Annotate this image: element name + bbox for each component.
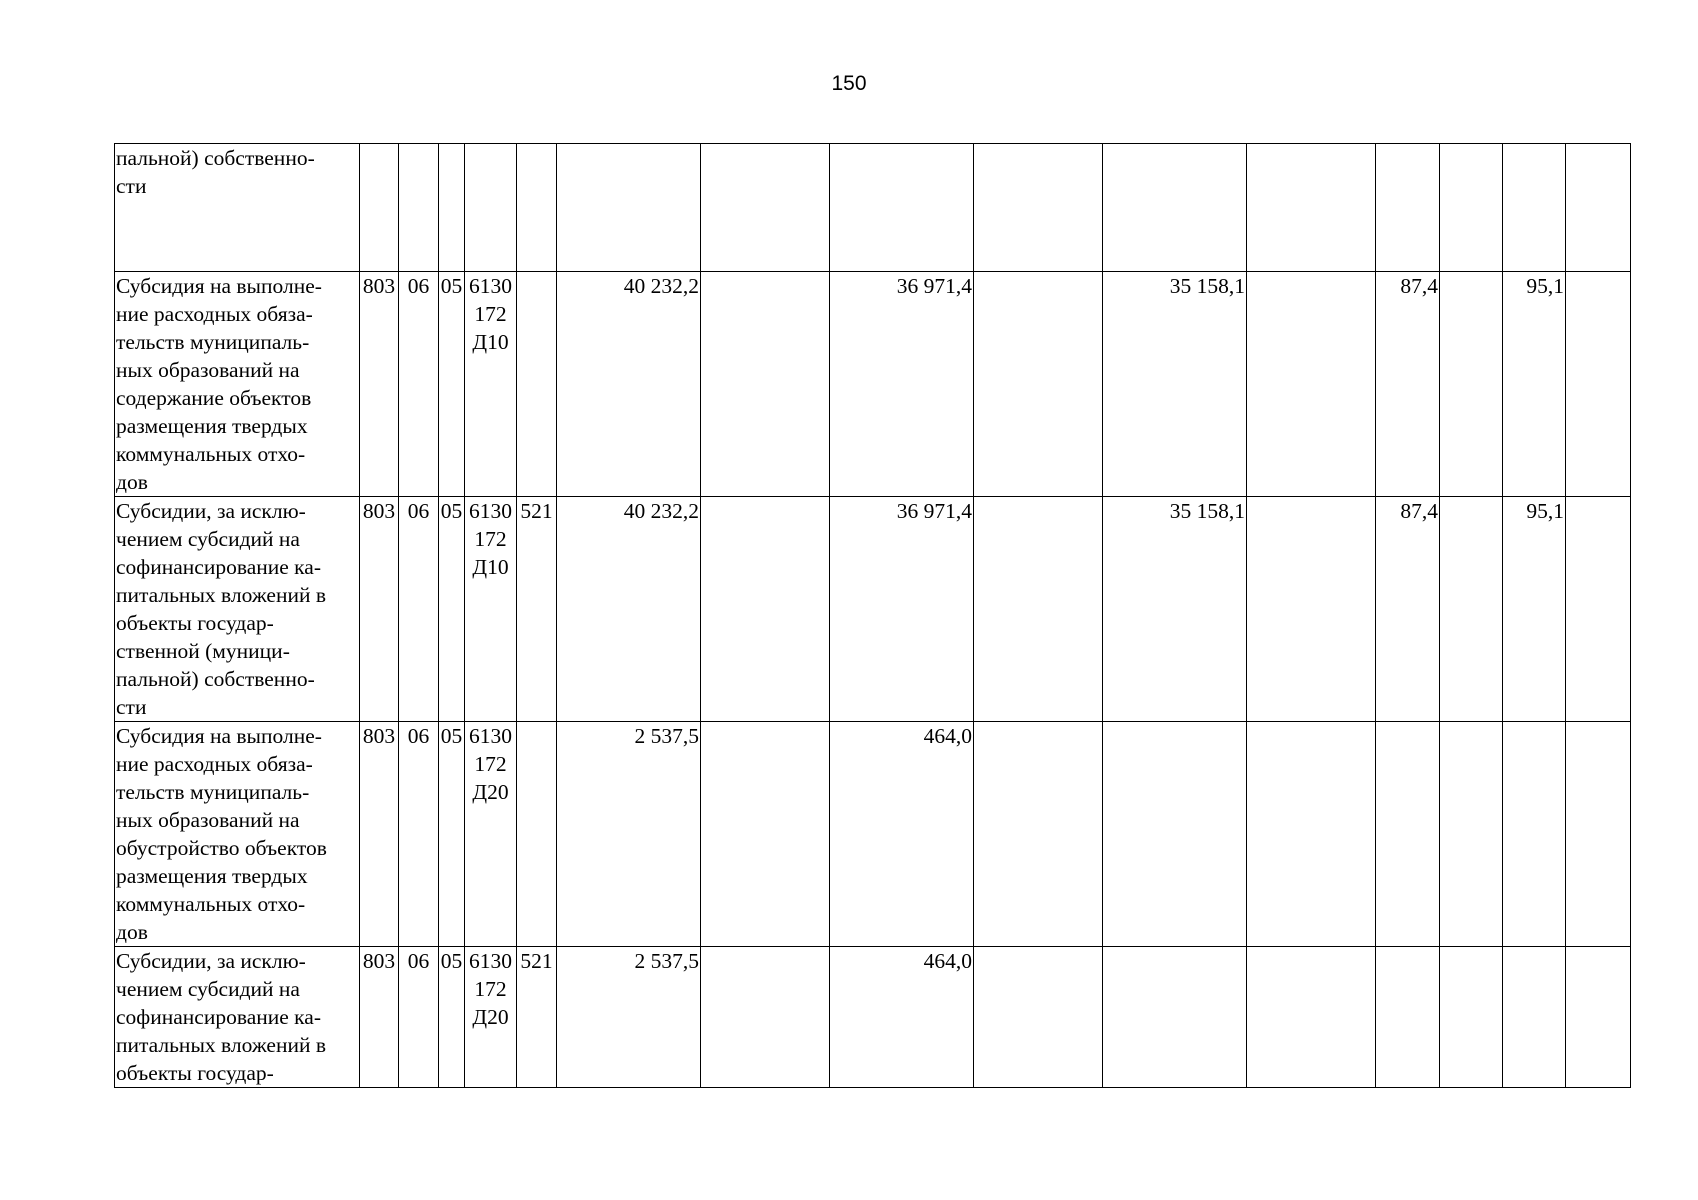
pr-code-cell	[439, 144, 465, 272]
amount-1-cell	[557, 144, 701, 272]
amount-1-cell: 2 537,5	[557, 722, 701, 947]
amount-1-cell: 2 537,5	[557, 947, 701, 1088]
ved-code-cell: 803	[360, 497, 399, 722]
table-row	[115, 722, 1631, 947]
empty-cell	[1247, 722, 1376, 947]
ved-code-cell: 803	[360, 947, 399, 1088]
vr-code-cell: 521	[517, 497, 557, 722]
empty-cell	[701, 497, 830, 722]
empty-cell	[1566, 947, 1631, 1088]
empty-cell	[974, 497, 1103, 722]
table-row	[115, 272, 1631, 497]
pr-code-cell: 05	[439, 722, 465, 947]
empty-cell	[1247, 144, 1376, 272]
pr-code-cell: 05	[439, 947, 465, 1088]
row-name-cell: Субсидия на выполне- ние расходных обяза- тельств муниципаль- ных образований на обустройство объектов размещения твердых коммунальных отхо- дов	[115, 722, 360, 947]
table-row	[115, 497, 1631, 722]
empty-cell	[701, 722, 830, 947]
pr-code-cell: 05	[439, 497, 465, 722]
csr-code-cell: 6130 172 Д10	[465, 272, 517, 497]
row-name-cell: Субсидии, за исклю- чением субсидий на софинансирование ка- питальных вложений в объекты государ- ственной (муници- пальной) собственно- сти	[115, 497, 360, 722]
vr-code-cell	[517, 272, 557, 497]
empty-cell	[701, 144, 830, 272]
csr-code-cell: 6130 172 Д20	[465, 947, 517, 1088]
amount-3-cell: 35 158,1	[1103, 272, 1247, 497]
row-name-cell: пальной) собственно- сти	[115, 144, 360, 272]
amount-3-cell	[1103, 144, 1247, 272]
vr-code-cell: 521	[517, 947, 557, 1088]
percent-2-cell: 95,1	[1503, 272, 1566, 497]
amount-3-cell	[1103, 722, 1247, 947]
percent-2-cell	[1503, 947, 1566, 1088]
empty-cell	[1566, 272, 1631, 497]
row-name-cell: Субсидии, за исклю- чением субсидий на софинансирование ка- питальных вложений в объекты государ-	[115, 947, 360, 1088]
empty-cell	[1566, 722, 1631, 947]
percent-2-cell: 95,1	[1503, 497, 1566, 722]
csr-code-cell: 6130 172 Д20	[465, 722, 517, 947]
rz-code-cell: 06	[399, 497, 439, 722]
empty-cell	[974, 947, 1103, 1088]
amount-2-cell: 36 971,4	[830, 272, 974, 497]
amount-2-cell: 36 971,4	[830, 497, 974, 722]
csr-code-cell: 6130 172 Д10	[465, 497, 517, 722]
percent-2-cell	[1503, 144, 1566, 272]
percent-1-cell	[1376, 722, 1440, 947]
empty-cell	[1247, 497, 1376, 722]
rz-code-cell: 06	[399, 272, 439, 497]
amount-1-cell: 40 232,2	[557, 497, 701, 722]
empty-cell	[974, 722, 1103, 947]
empty-cell	[974, 272, 1103, 497]
amount-2-cell: 464,0	[830, 947, 974, 1088]
vr-code-cell	[517, 144, 557, 272]
percent-1-cell	[1376, 947, 1440, 1088]
empty-cell	[701, 947, 830, 1088]
empty-cell	[1440, 947, 1503, 1088]
empty-cell	[1566, 144, 1631, 272]
empty-cell	[1247, 272, 1376, 497]
budget-table	[114, 143, 1631, 1088]
amount-2-cell: 464,0	[830, 722, 974, 947]
percent-2-cell	[1503, 722, 1566, 947]
empty-cell	[701, 272, 830, 497]
rz-code-cell: 06	[399, 947, 439, 1088]
percent-1-cell: 87,4	[1376, 497, 1440, 722]
ved-code-cell: 803	[360, 272, 399, 497]
page-number: 150	[831, 72, 867, 95]
percent-1-cell: 87,4	[1376, 272, 1440, 497]
amount-3-cell: 35 158,1	[1103, 497, 1247, 722]
empty-cell	[974, 144, 1103, 272]
pr-code-cell: 05	[439, 272, 465, 497]
empty-cell	[1440, 722, 1503, 947]
empty-cell	[1440, 497, 1503, 722]
empty-cell	[1440, 144, 1503, 272]
ved-code-cell	[360, 144, 399, 272]
table-row	[115, 947, 1631, 1088]
vr-code-cell	[517, 722, 557, 947]
csr-code-cell	[465, 144, 517, 272]
rz-code-cell: 06	[399, 722, 439, 947]
empty-cell	[1566, 497, 1631, 722]
amount-1-cell: 40 232,2	[557, 272, 701, 497]
empty-cell	[1247, 947, 1376, 1088]
table-row	[115, 144, 1631, 272]
percent-1-cell	[1376, 144, 1440, 272]
empty-cell	[1440, 272, 1503, 497]
rz-code-cell	[399, 144, 439, 272]
amount-2-cell	[830, 144, 974, 272]
row-name-cell: Субсидия на выполне- ние расходных обяза- тельств муниципаль- ных образований на содержание объектов размещения твердых коммунальных отхо- дов	[115, 272, 360, 497]
ved-code-cell: 803	[360, 722, 399, 947]
amount-3-cell	[1103, 947, 1247, 1088]
